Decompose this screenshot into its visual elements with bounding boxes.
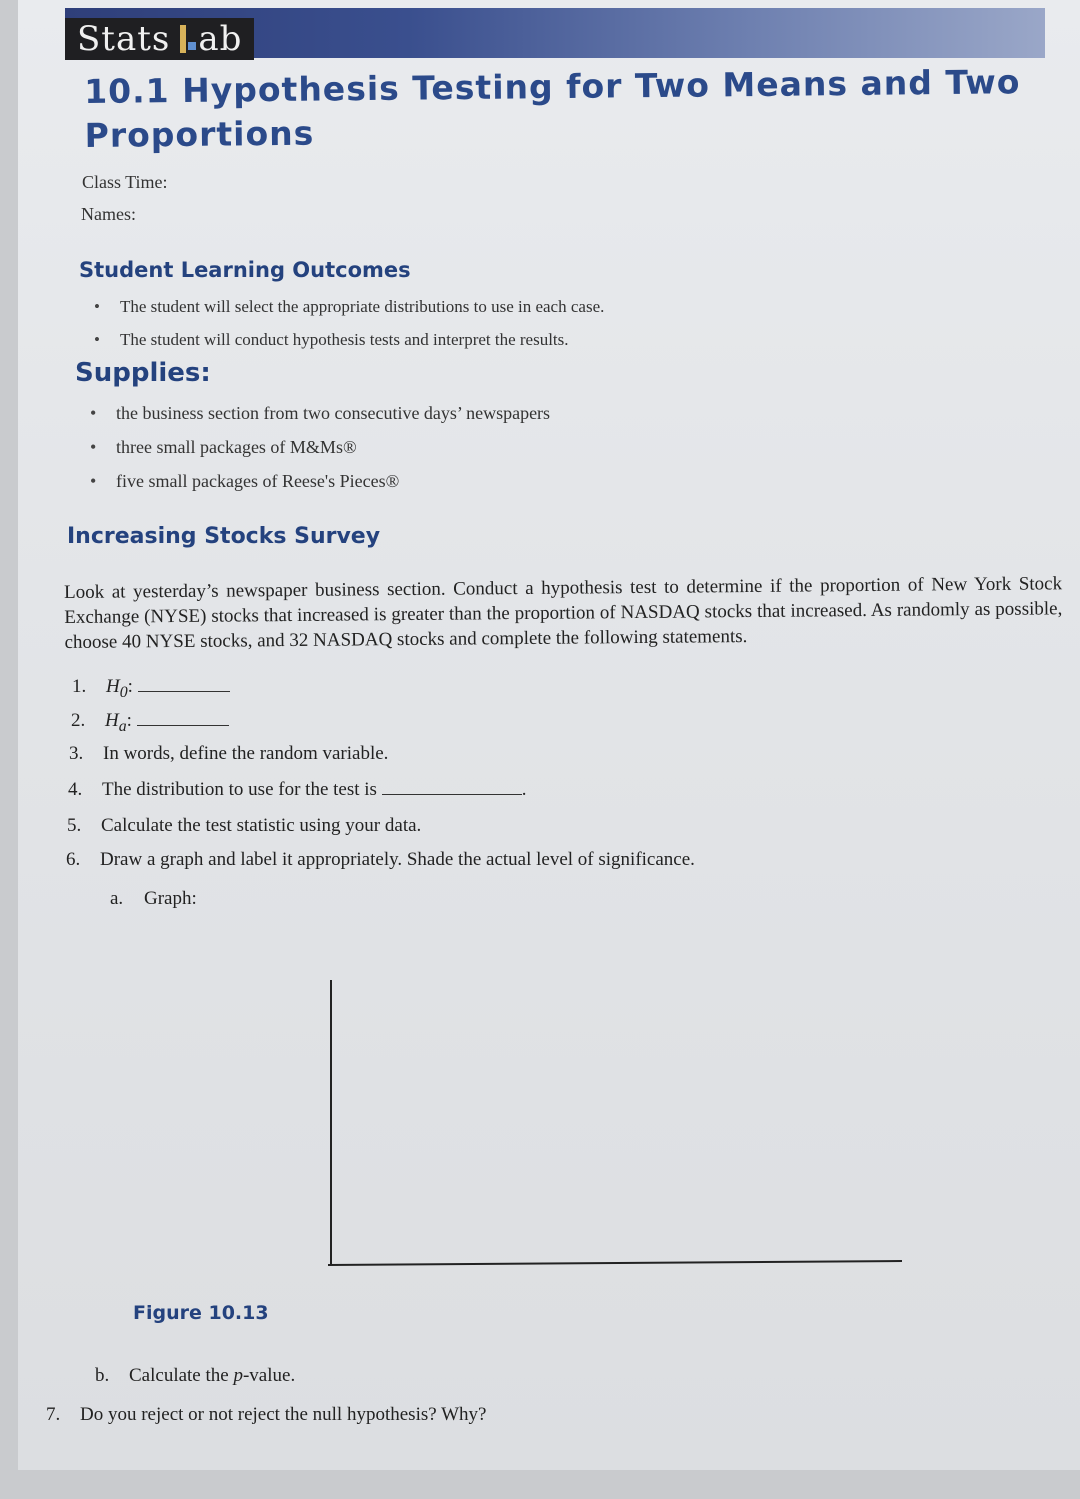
supplies-list xyxy=(86,396,786,498)
survey-heading: Increasing Stocks Survey xyxy=(67,524,381,549)
question-6: 6. Draw a graph and label it appropriately. Shade the actual level of significance. xyxy=(66,849,695,870)
question-6a: a. Graph: xyxy=(110,888,197,909)
question-6b: b. Calculate the p-value. xyxy=(95,1365,296,1386)
logo-dot-icon xyxy=(188,42,196,50)
logo-text-right: ab xyxy=(198,19,243,59)
question-2: 2. $H_a$: xyxy=(71,710,229,736)
outcomes-list xyxy=(90,290,790,356)
list-item: • The student will select the appropriate distributions to use in each case. xyxy=(90,290,790,323)
list-item: • The student will conduct hypothesis tests and interpret the results. xyxy=(90,323,790,356)
graph-axes[interactable] xyxy=(320,975,910,1270)
question-5: 5. Calculate the test statistic using your data. xyxy=(67,815,422,836)
question-3: 3. In words, define the random variable. xyxy=(69,743,389,764)
list-item: • three small packages of M&Ms® xyxy=(86,430,786,464)
list-item: • five small packages of Reese's Pieces® xyxy=(86,464,786,498)
answer-blank[interactable] xyxy=(382,793,522,795)
page-title: 10.1 Hypothesis Testing for Two Means and Two Proportions xyxy=(84,62,1021,155)
list-item: • the business section from two consecutive days’ newspapers xyxy=(86,396,786,430)
x-axis xyxy=(328,1261,902,1265)
answer-blank[interactable] xyxy=(138,690,230,692)
answer-blank[interactable] xyxy=(137,724,229,726)
supplies-heading: Supplies: xyxy=(75,358,211,388)
names-label: Names: xyxy=(81,204,136,224)
question-1: 1. $H_0$: xyxy=(72,676,230,702)
statslab-logo xyxy=(65,18,254,60)
question-7: 7. Do you reject or not reject the null hypothesis? Why? xyxy=(46,1404,487,1425)
class-time-label: Class Time: xyxy=(82,172,168,192)
survey-instructions: Look at yesterday’s newspaper business section. Conduct a hypothesis test to determine if the proportion of New York Stock Exchange (NYSE) stocks that increased is greater than the proportion of NASDAQ stocks that increased. As randomly as possible, choose 40 NYSE stocks, and 32 NASDAQ stocks and complete the following statements. xyxy=(64,573,1063,653)
question-4: 4. The distribution to use for the test is . xyxy=(68,779,527,800)
outcomes-heading: Student Learning Outcomes xyxy=(79,258,411,282)
figure-caption: Figure 10.13 xyxy=(133,1302,269,1324)
logo-text-left: Stats xyxy=(77,19,171,59)
logo-bar-icon xyxy=(180,25,186,53)
